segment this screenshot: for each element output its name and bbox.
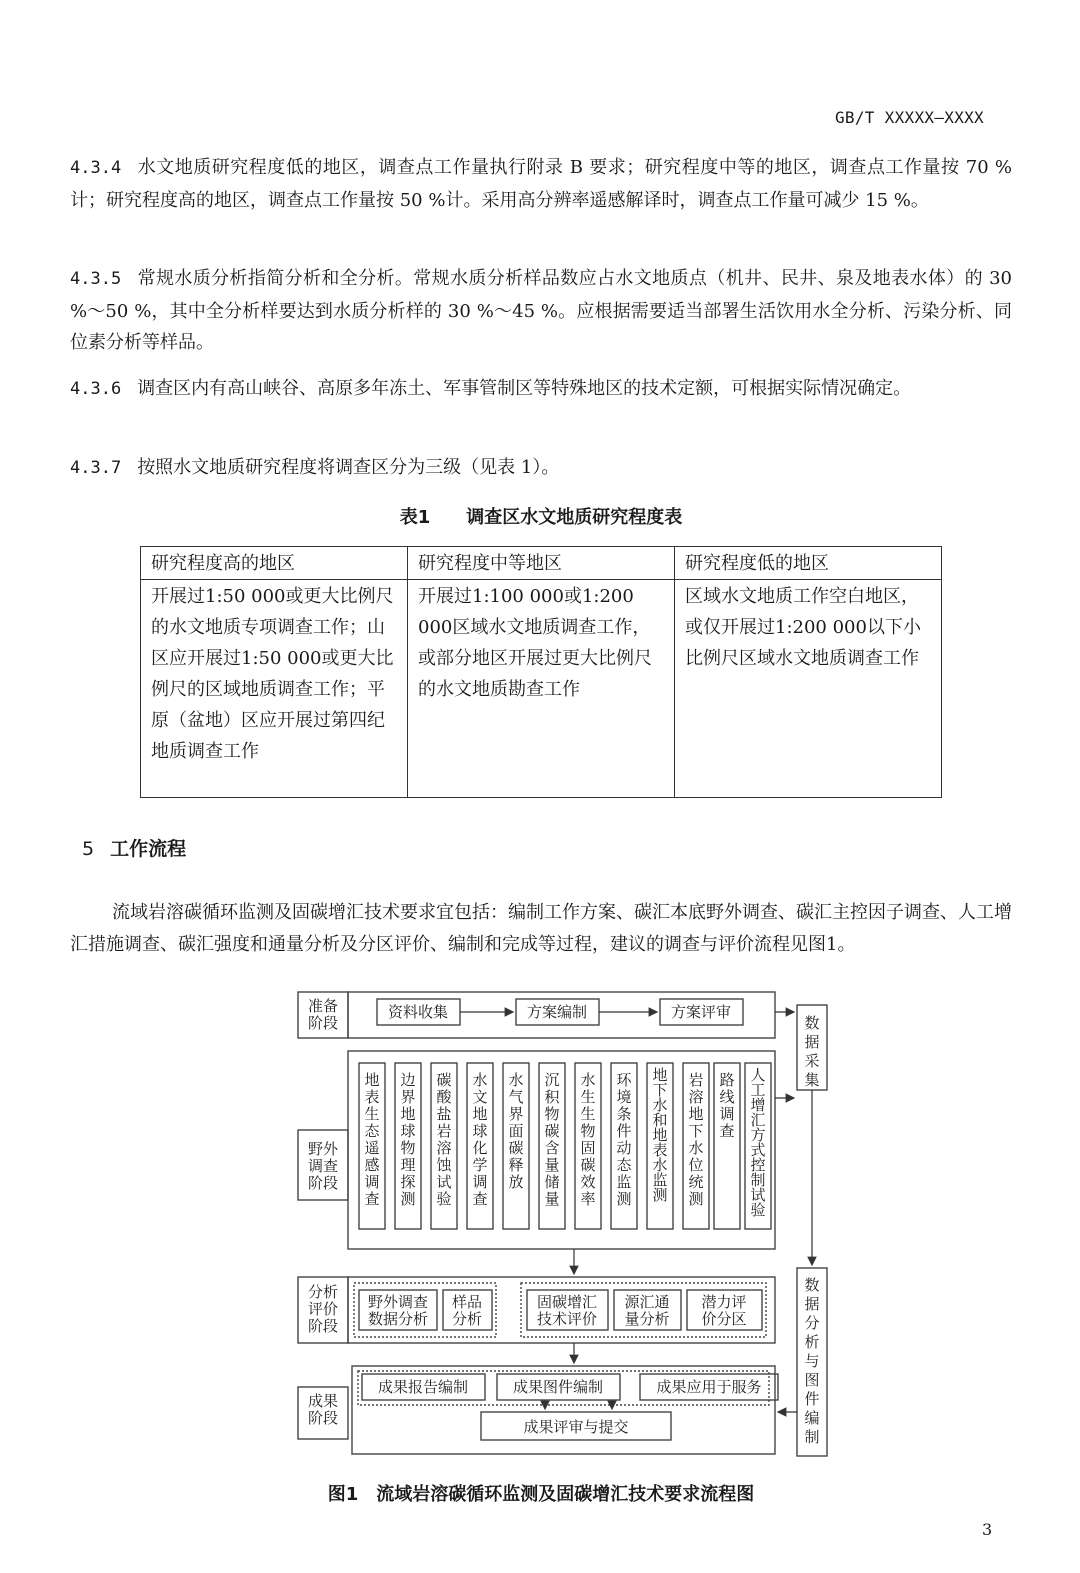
vertical-char: 量 bbox=[544, 1190, 560, 1208]
vertical-char: 环 bbox=[616, 1071, 632, 1089]
vertical-char: 盐 bbox=[436, 1105, 452, 1123]
vertical-char: 查 bbox=[472, 1190, 488, 1208]
vertical-char: 水 bbox=[508, 1071, 524, 1089]
figure-caption: 图1 流域岩溶碳循环监测及固碳增汇技术要求流程图 bbox=[327, 1484, 755, 1505]
vertical-char: 表 bbox=[364, 1088, 380, 1106]
clause-text: 水文地质研究程度低的地区，调查点工作量执行附录 B 要求；研究程度中等的地区，调查点工作量按 70 %计；研究程度高的地区，调查点工作量按 50 %计。采用高分辨率遥感解译时，调查点工作量可减少 15 %。 bbox=[70, 157, 1012, 211]
table-cell: 开展过1:50 000或更大比例尺的水文地质专项调查工作；山区应开展过1:50 000或更大比例尺的区域地质调查工作；平原（盆地）区应开展过第四纪地质调查工作 bbox=[141, 580, 408, 798]
vertical-char: 试 bbox=[750, 1186, 766, 1204]
vertical-char: 储 bbox=[544, 1173, 560, 1191]
vertical-char: 理 bbox=[400, 1156, 416, 1174]
vertical-char: 图 bbox=[804, 1371, 820, 1389]
field-boxes bbox=[359, 1063, 771, 1229]
vertical-char: 汇 bbox=[750, 1111, 766, 1129]
vertical-char: 数 bbox=[804, 1276, 820, 1294]
vertical-char: 岩 bbox=[688, 1071, 704, 1089]
vertical-char: 监 bbox=[616, 1173, 632, 1191]
page-number: 3 bbox=[982, 1520, 993, 1539]
clause-number: 4.3.6 bbox=[70, 379, 122, 399]
vertical-char: 统 bbox=[688, 1173, 704, 1191]
vertical-char: 态 bbox=[364, 1122, 380, 1140]
vertical-char: 碳 bbox=[580, 1156, 596, 1174]
table-caption: 表1 调查区水文地质研究程度表 bbox=[399, 507, 683, 528]
results-label: 成果评审与提交 bbox=[523, 1418, 629, 1436]
analysis-label: 样品分析 bbox=[451, 1293, 483, 1328]
vertical-char: 地 bbox=[472, 1105, 488, 1123]
table-cell: 开展过1:100 000或1:200 000区域水文地质调查工作，或部分地区开展过更大比例尺的水文地质勘查工作 bbox=[408, 580, 675, 798]
vertical-char: 下 bbox=[688, 1122, 704, 1140]
analysis-label: 源汇通量分析 bbox=[624, 1293, 670, 1328]
table-cell: 区域水文地质工作空白地区，或仅开展过1:200 000以下小比例尺区域水文地质调查工作 bbox=[675, 580, 942, 798]
vertical-char: 物 bbox=[400, 1139, 416, 1157]
vertical-char: 地 bbox=[364, 1071, 380, 1089]
vertical-char: 路 bbox=[719, 1071, 735, 1089]
vertical-char: 态 bbox=[616, 1156, 632, 1174]
vertical-char: 遥 bbox=[364, 1139, 380, 1157]
vertical-char: 析 bbox=[804, 1333, 820, 1351]
vertical-char: 境 bbox=[616, 1088, 632, 1106]
vertical-char: 调 bbox=[364, 1173, 380, 1191]
vertical-char: 据 bbox=[804, 1295, 820, 1313]
vertical-char: 物 bbox=[544, 1105, 560, 1123]
vertical-char: 调 bbox=[472, 1173, 488, 1191]
vertical-char: 地 bbox=[652, 1126, 668, 1144]
vertical-char: 化 bbox=[472, 1139, 488, 1157]
results-label: 成果报告编制 bbox=[377, 1378, 469, 1396]
analysis-label: 潜力评价分区 bbox=[701, 1293, 747, 1328]
vertical-char: 采 bbox=[804, 1052, 820, 1070]
vertical-char: 调 bbox=[719, 1105, 735, 1123]
vertical-char: 查 bbox=[364, 1190, 380, 1208]
vertical-char: 试 bbox=[436, 1173, 452, 1191]
vertical-char: 分 bbox=[804, 1314, 820, 1332]
vertical-char: 率 bbox=[580, 1190, 596, 1208]
vertical-char: 生 bbox=[364, 1105, 380, 1123]
analysis-label: 固碳增汇技术评价 bbox=[536, 1293, 598, 1328]
table-header-cell: 研究程度高的地区 bbox=[141, 547, 408, 580]
vertical-char: 监 bbox=[652, 1171, 668, 1189]
vertical-char: 制 bbox=[804, 1428, 820, 1446]
section-title: 工作流程 bbox=[110, 838, 187, 860]
vertical-char: 和 bbox=[652, 1111, 668, 1129]
vertical-char: 线 bbox=[719, 1088, 735, 1106]
vertical-char: 碳 bbox=[508, 1139, 524, 1157]
clause-number: 4.3.5 bbox=[70, 269, 122, 289]
stage-label-analysis: 分析评价阶段 bbox=[307, 1283, 339, 1335]
vertical-char: 界 bbox=[400, 1088, 416, 1106]
vertical-char: 固 bbox=[580, 1139, 596, 1157]
table-header-cell: 研究程度低的地区 bbox=[675, 547, 942, 580]
vertical-char: 制 bbox=[750, 1171, 766, 1189]
clause-text: 调查区内有高山峡谷、高原多年冻土、军事管制区等特殊地区的技术定额，可根据实际情况确定。 bbox=[137, 378, 912, 399]
side-label-data-collection bbox=[804, 1014, 819, 1089]
vertical-char: 式 bbox=[750, 1141, 766, 1159]
vertical-char: 释 bbox=[508, 1156, 524, 1174]
vertical-char: 方 bbox=[750, 1126, 766, 1144]
vertical-char: 边 bbox=[400, 1071, 416, 1089]
vertical-char: 效 bbox=[580, 1173, 596, 1191]
clause-number: 4.3.4 bbox=[70, 158, 122, 178]
vertical-char: 碳 bbox=[436, 1071, 452, 1089]
vertical-char: 数 bbox=[804, 1014, 820, 1032]
vertical-char: 件 bbox=[616, 1122, 632, 1140]
vertical-char: 验 bbox=[750, 1201, 766, 1219]
vertical-char: 溶 bbox=[688, 1088, 704, 1106]
results-label: 成果图件编制 bbox=[512, 1378, 604, 1396]
vertical-char: 工 bbox=[750, 1081, 766, 1099]
vertical-char: 测 bbox=[688, 1190, 704, 1208]
clause-text: 常规水质分析指简分析和全分析。常规水质分析样品数应占水文地质点（机井、民井、泉及地表水体）的 30 %～50 %，其中全分析样要达到水质分析样的 30 %～45 %。应根据需要适当部署生活饮用水全分析、污染分析、同位素分析等样品。 bbox=[70, 268, 1012, 353]
vertical-char: 条 bbox=[616, 1105, 632, 1123]
vertical-char: 地 bbox=[400, 1105, 416, 1123]
vertical-char: 积 bbox=[544, 1088, 560, 1106]
vertical-char: 探 bbox=[400, 1173, 416, 1191]
vertical-char: 酸 bbox=[436, 1088, 452, 1106]
vertical-char: 岩 bbox=[436, 1122, 452, 1140]
vertical-char: 物 bbox=[580, 1122, 596, 1140]
clause-text: 按照水文地质研究程度将调查区分为三级（见表 1）。 bbox=[137, 457, 560, 478]
vertical-char: 水 bbox=[688, 1139, 704, 1157]
section-intro: 流域岩溶碳循环监测及固碳增汇技术要求宜包括：编制工作方案、碳汇本底野外调查、碳汇主控因子调查、人工增汇措施调查、碳汇强度和通量分析及分区评价、编制和完成等过程，建议的调查与评价流程见图1。 bbox=[70, 902, 1012, 955]
vertical-char: 验 bbox=[436, 1190, 452, 1208]
standard-header: GB/T XXXXX—XXXX bbox=[835, 108, 984, 127]
vertical-char: 气 bbox=[508, 1088, 524, 1106]
vertical-char: 水 bbox=[652, 1156, 668, 1174]
vertical-char: 位 bbox=[688, 1156, 704, 1174]
vertical-char: 学 bbox=[472, 1156, 488, 1174]
vertical-char: 增 bbox=[750, 1096, 766, 1114]
vertical-char: 界 bbox=[508, 1105, 524, 1123]
prep-label: 方案编制 bbox=[526, 1003, 588, 1021]
vertical-char: 含 bbox=[544, 1139, 560, 1157]
table-header-cell: 研究程度中等地区 bbox=[408, 547, 675, 580]
vertical-char: 水 bbox=[580, 1071, 596, 1089]
vertical-char: 据 bbox=[804, 1033, 820, 1051]
vertical-char: 测 bbox=[652, 1186, 668, 1204]
stage-label-field: 野外调查阶段 bbox=[307, 1140, 339, 1192]
vertical-char: 地 bbox=[652, 1066, 668, 1084]
prep-label: 资料收集 bbox=[387, 1003, 449, 1021]
vertical-char: 水 bbox=[652, 1096, 668, 1114]
vertical-char: 碳 bbox=[544, 1122, 560, 1140]
vertical-char: 查 bbox=[719, 1122, 735, 1140]
vertical-char: 生 bbox=[580, 1105, 596, 1123]
vertical-char: 件 bbox=[804, 1390, 820, 1408]
vertical-char: 动 bbox=[616, 1139, 632, 1157]
vertical-char: 生 bbox=[580, 1088, 596, 1106]
vertical-char: 编 bbox=[804, 1409, 820, 1427]
vertical-char: 集 bbox=[804, 1071, 820, 1089]
stage-label-prep: 准备阶段 bbox=[307, 997, 339, 1032]
prep-label: 方案评审 bbox=[670, 1003, 732, 1021]
vertical-char: 人 bbox=[750, 1066, 766, 1084]
section-number: 5 bbox=[82, 838, 95, 860]
stage-label-results: 成果阶段 bbox=[307, 1392, 339, 1427]
vertical-char: 量 bbox=[544, 1156, 560, 1174]
vertical-char: 水 bbox=[472, 1071, 488, 1089]
analysis-label: 野外调查数据分析 bbox=[367, 1293, 429, 1328]
vertical-char: 控 bbox=[750, 1156, 766, 1174]
vertical-char: 测 bbox=[616, 1190, 632, 1208]
results-label: 成果应用于服务 bbox=[656, 1378, 762, 1396]
vertical-char: 球 bbox=[400, 1122, 416, 1140]
vertical-char: 感 bbox=[364, 1156, 380, 1174]
vertical-char: 文 bbox=[472, 1088, 488, 1106]
vertical-char: 蚀 bbox=[436, 1156, 452, 1174]
vertical-char: 地 bbox=[688, 1105, 704, 1123]
vertical-char: 面 bbox=[508, 1122, 524, 1140]
vertical-char: 下 bbox=[652, 1081, 668, 1099]
vertical-char: 表 bbox=[652, 1141, 668, 1159]
side-label-data-analysis bbox=[804, 1276, 819, 1446]
vertical-char: 放 bbox=[508, 1173, 524, 1191]
vertical-char: 球 bbox=[472, 1122, 488, 1140]
vertical-char: 溶 bbox=[436, 1139, 452, 1157]
vertical-char: 沉 bbox=[544, 1071, 560, 1089]
vertical-char: 测 bbox=[400, 1190, 416, 1208]
vertical-char: 与 bbox=[804, 1352, 820, 1370]
clause-number: 4.3.7 bbox=[70, 458, 122, 478]
